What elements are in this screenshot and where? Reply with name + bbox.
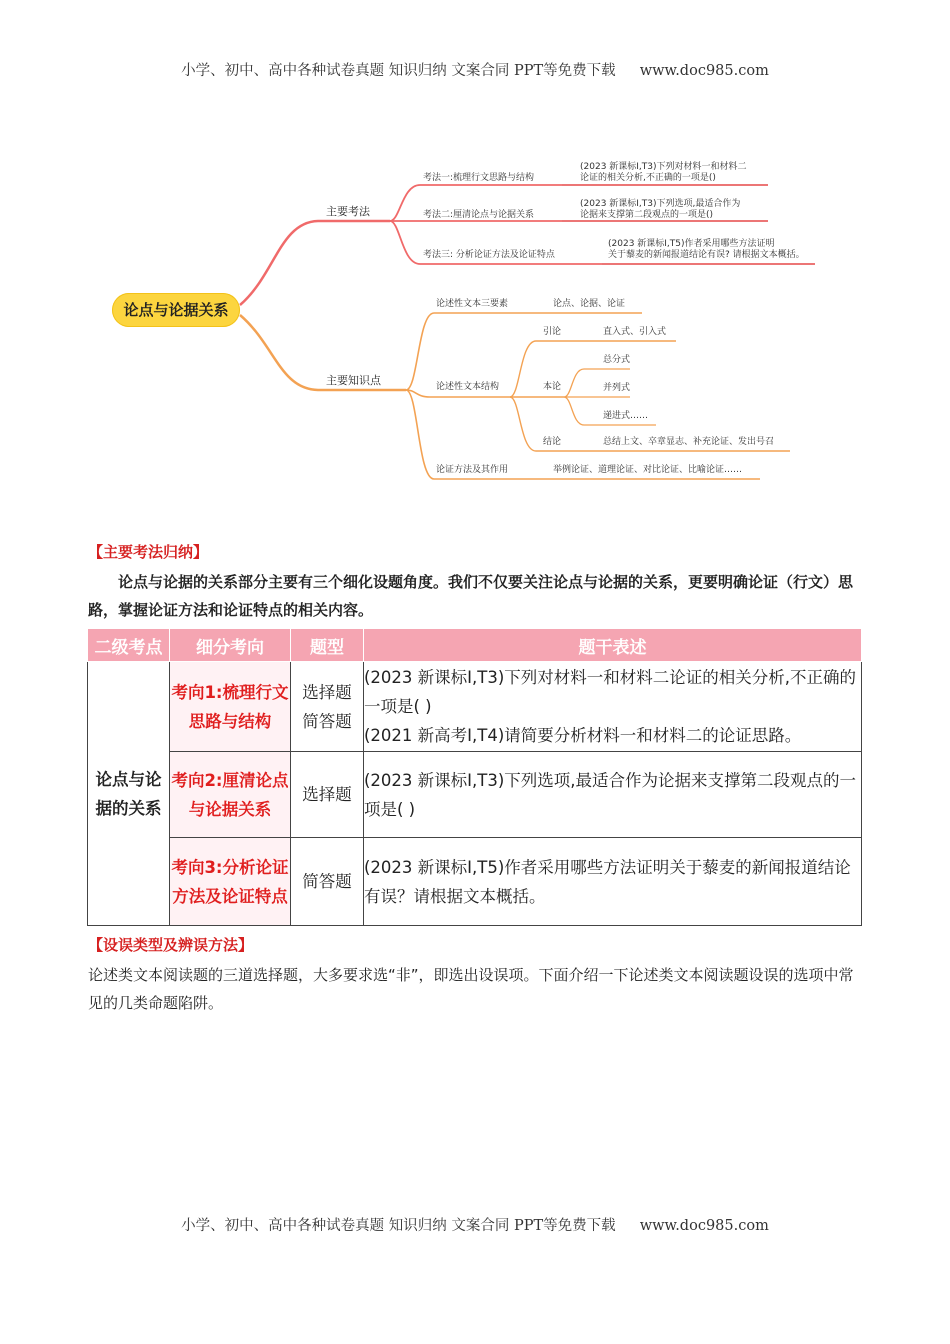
body-item-3: 递进式…… bbox=[603, 411, 649, 421]
table-row bbox=[88, 662, 862, 752]
stem-cell: (2023 新课标Ⅰ,T3)下列选项,最适合作为论据来支撑第二段观点的一项是( ) bbox=[364, 752, 862, 838]
table-row bbox=[88, 838, 862, 926]
structure-intro-value: 直入式、引入式 bbox=[603, 327, 667, 337]
table-header: 题干表述 bbox=[364, 629, 862, 662]
section-title-error-types: 【设误类型及辨误方法】 bbox=[88, 936, 254, 954]
link-root-branch2 bbox=[240, 315, 406, 390]
type-cell: 简答题 bbox=[291, 838, 364, 926]
method-1-detail-line1: (2023 新课标Ⅰ,T3)下列对材料一和材料二 bbox=[580, 162, 747, 172]
direction-cell: 考向2:厘清论点与论据关系 bbox=[170, 752, 291, 838]
table-header: 题型 bbox=[291, 629, 364, 662]
page-footer: 小学、初中、高中各种试卷真题 知识归纳 文案合同 PPT等免费下载 www.doc985.com bbox=[181, 1218, 769, 1234]
table-header: 二级考点 bbox=[88, 629, 170, 662]
mind-map-root: 论点与论据关系 bbox=[112, 293, 240, 327]
stem-cell: (2023 新课标Ⅰ,T3)下列对材料一和材料二论证的相关分析,不正确的一项是( ) (2021 新高考Ⅰ,T4)请简要分析材料一和材料二的论证思路。 bbox=[364, 662, 862, 752]
section2-paragraph: 论述类文本阅读题的三道选择题，大多要求选“非”，即选出设误项。下面介绍一下论述类文本阅读题设误的选项中常见的几类命题陷阱。 bbox=[88, 966, 854, 1012]
method-3-detail-line1: (2023 新课标Ⅰ,T5)作者采用哪些方法证明 bbox=[608, 239, 775, 249]
category-cell: 论点与论据的关系 bbox=[88, 662, 170, 926]
link-root-branch1 bbox=[240, 221, 390, 305]
table-header: 细分考向 bbox=[170, 629, 291, 662]
structure-intro: 引论 bbox=[543, 327, 562, 337]
type-cell: 选择题 简答题 bbox=[291, 662, 364, 752]
text-elements-value: 论点、论据、论证 bbox=[553, 299, 626, 309]
table-header-row bbox=[88, 629, 862, 662]
text-structure: 论述性文本结构 bbox=[436, 382, 500, 392]
branch-main-methods: 主要考法 bbox=[326, 205, 370, 218]
argument-methods: 论证方法及其作用 bbox=[436, 465, 509, 475]
method-2-detail-line1: (2023 新课标Ⅰ,T3)下列选项,最适合作为 bbox=[580, 199, 741, 209]
branch-knowledge-points: 主要知识点 bbox=[326, 374, 381, 387]
mind-map bbox=[100, 145, 820, 495]
method-1: 考法一:梳理行文思路与结构 bbox=[423, 173, 535, 183]
page-header: 小学、初中、高中各种试卷真题 知识归纳 文案合同 PPT等免费下载 www.doc985.com bbox=[181, 63, 769, 79]
text-elements: 论述性文本三要素 bbox=[436, 299, 509, 309]
section1-paragraph: 论点与论据的关系部分主要有三个细化设题角度。我们不仅要关注论点与论据的关系，更要明确论证（行文）思路，掌握论证方法和论证特点的相关内容。 bbox=[88, 573, 854, 619]
type-cell: 选择题 bbox=[291, 752, 364, 838]
stem-cell: (2023 新课标Ⅰ,T5)作者采用哪些方法证明关于藜麦的新闻报道结论有误？请根据文本概括。 bbox=[364, 838, 862, 926]
method-2: 考法二:厘清论点与论据关系 bbox=[423, 210, 535, 220]
question-table bbox=[87, 628, 862, 926]
section-title-main-methods: 【主要考法归纳】 bbox=[88, 543, 209, 561]
body-item-1: 总分式 bbox=[603, 355, 631, 365]
argument-methods-value: 举例论证、道理论证、对比论证、比喻论证…… bbox=[553, 465, 743, 475]
table-row bbox=[88, 752, 862, 838]
body-item-2: 并列式 bbox=[603, 383, 631, 393]
structure-conclusion-value: 总结上文、卒章显志、补充论证、发出号召 bbox=[603, 437, 775, 447]
structure-body: 本论 bbox=[543, 382, 562, 392]
method-3: 考法三: 分析论证方法及论证特点 bbox=[423, 250, 555, 260]
direction-cell: 考向3:分析论证方法及论证特点 bbox=[170, 838, 291, 926]
direction-cell: 考向1:梳理行文思路与结构 bbox=[170, 662, 291, 752]
structure-conclusion: 结论 bbox=[543, 437, 562, 447]
method-1-detail-line2: 论证的相关分析,不正确的一项是() bbox=[580, 173, 716, 183]
method-3-detail-line2: 关于藜麦的新闻报道结论有误? 请根据文本概括。 bbox=[608, 250, 805, 260]
method-2-detail-line2: 论据来支撑第二段观点的一项是() bbox=[580, 210, 714, 220]
